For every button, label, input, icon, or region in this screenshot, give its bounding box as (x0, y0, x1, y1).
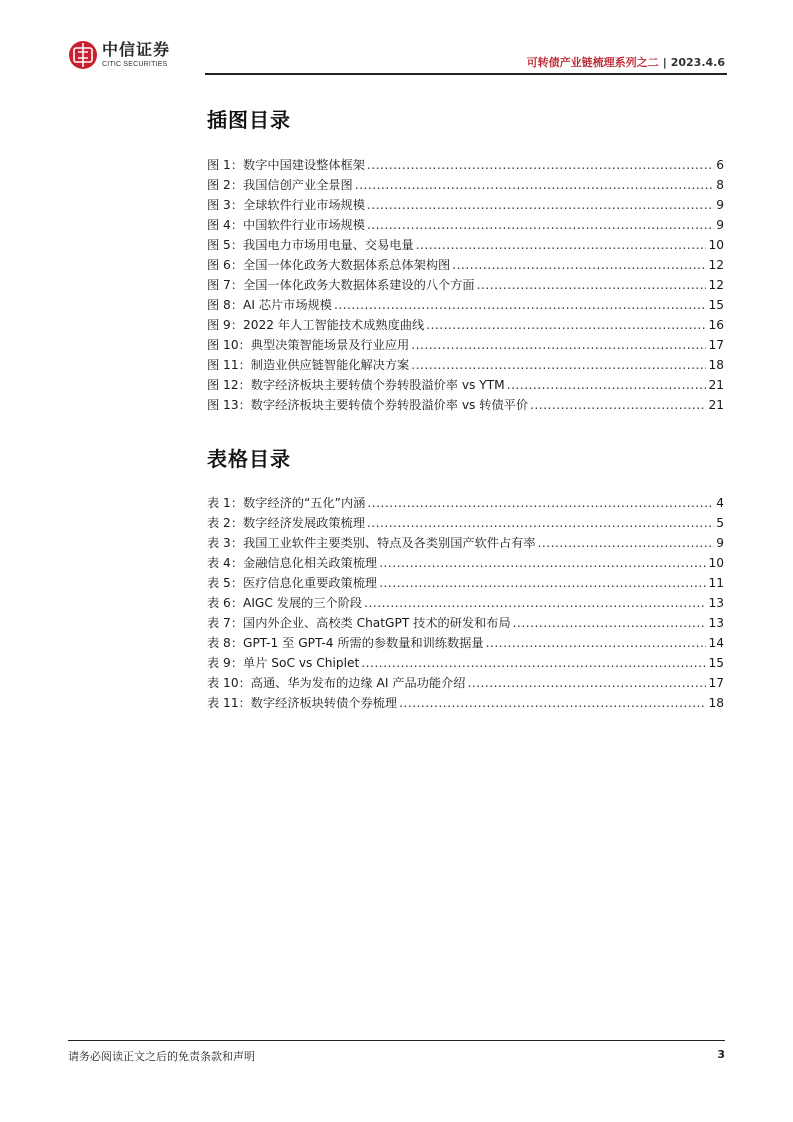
figure-toc-label[interactable]: 图 12：数字经济板块主要转债个券转股溢价率 vs YTM (207, 378, 505, 392)
figure-toc-page-number[interactable]: 21 (708, 378, 724, 392)
table-toc-label[interactable]: 表 10：高通、华为发布的边缘 AI 产品功能介绍 (207, 676, 466, 690)
figures-toc-title: 插图目录 (207, 108, 291, 132)
header-separator: | (662, 56, 667, 69)
figure-toc-entry[interactable] (207, 396, 724, 416)
figure-toc-label[interactable]: 图 13：数字经济板块主要转债个券转股溢价率 vs 转债平价 (207, 398, 529, 412)
toc-dot-leader (334, 298, 707, 312)
table-toc-entry[interactable] (207, 574, 724, 594)
table-toc-entry[interactable] (207, 494, 724, 514)
figure-toc-page-number[interactable]: 9 (716, 198, 724, 212)
table-toc-entry[interactable] (207, 594, 724, 614)
figure-toc-label[interactable]: 图 7：全国一体化政务大数据体系建设的八个方面 (207, 278, 475, 292)
figure-toc-entry[interactable] (207, 296, 724, 316)
figure-toc-page-number[interactable]: 9 (716, 218, 724, 232)
figure-toc-entry[interactable] (207, 336, 724, 356)
figure-toc-page-number[interactable]: 15 (708, 298, 724, 312)
toc-dot-leader (379, 556, 706, 570)
table-toc-page-number[interactable]: 13 (708, 596, 724, 610)
toc-dot-leader (399, 696, 706, 710)
table-toc-page-number[interactable]: 17 (708, 676, 724, 690)
table-toc-label[interactable]: 表 8：GPT-1 至 GPT-4 所需的参数量和训练数据量 (207, 636, 484, 650)
toc-dot-leader (416, 238, 707, 252)
figure-toc-label[interactable]: 图 4：中国软件行业市场规模 (207, 218, 365, 232)
toc-dot-leader (477, 278, 707, 292)
figure-toc-entry[interactable] (207, 256, 724, 276)
figure-toc-label[interactable]: 图 1：数字中国建设整体框架 (207, 158, 365, 172)
table-toc-entry[interactable] (207, 634, 724, 654)
toc-dot-leader (467, 676, 706, 690)
figure-toc-label[interactable]: 图 5：我国电力市场用电量、交易电量 (207, 238, 414, 252)
figures-toc (207, 156, 724, 416)
toc-dot-leader (367, 496, 714, 510)
toc-dot-leader (452, 258, 706, 272)
toc-dot-leader (361, 656, 706, 670)
table-toc-entry[interactable] (207, 654, 724, 674)
footer-disclaimer[interactable]: 请务必阅读正文之后的免责条款和声明 (68, 1050, 255, 1063)
figure-toc-label[interactable]: 图 8：AI 芯片市场规模 (207, 298, 332, 312)
toc-dot-leader (411, 358, 706, 372)
figure-toc-entry[interactable] (207, 236, 724, 256)
toc-dot-leader (507, 378, 707, 392)
figure-toc-entry[interactable] (207, 356, 724, 376)
toc-dot-leader (486, 636, 707, 650)
figure-toc-entry[interactable] (207, 316, 724, 336)
figure-toc-label[interactable]: 图 2：我国信创产业全景图 (207, 178, 353, 192)
figure-toc-entry[interactable] (207, 176, 724, 196)
table-toc-entry[interactable] (207, 534, 724, 554)
table-toc-page-number[interactable]: 10 (708, 556, 724, 570)
figure-toc-page-number[interactable]: 6 (716, 158, 724, 172)
toc-dot-leader (538, 536, 715, 550)
table-toc-label[interactable]: 表 11：数字经济板块转债个券梳理 (207, 696, 398, 710)
tables-toc-title: 表格目录 (207, 447, 291, 471)
report-date: 2023.4.6 (670, 56, 725, 69)
figure-toc-label[interactable]: 图 6：全国一体化政务大数据体系总体架构图 (207, 258, 451, 272)
figure-toc-page-number[interactable]: 16 (708, 318, 724, 332)
figure-toc-page-number[interactable]: 12 (708, 258, 724, 272)
table-toc-page-number[interactable]: 13 (708, 616, 724, 630)
figure-toc-entry[interactable] (207, 156, 724, 176)
figure-toc-label[interactable]: 图 9：2022 年人工智能技术成熟度曲线 (207, 318, 425, 332)
table-toc-entry[interactable] (207, 514, 724, 534)
table-toc-label[interactable]: 表 5：医疗信息化重要政策梳理 (207, 576, 378, 590)
table-toc-label[interactable]: 表 2：数字经济发展政策梳理 (207, 516, 365, 530)
figure-toc-entry[interactable] (207, 196, 724, 216)
figure-toc-entry[interactable] (207, 376, 724, 396)
table-toc-label[interactable]: 表 7：国内外企业、高校类 ChatGPT 技术的研发和布局 (207, 616, 511, 630)
tables-toc (207, 494, 724, 714)
figure-toc-page-number[interactable]: 10 (708, 238, 724, 252)
header-divider (205, 73, 727, 75)
table-toc-page-number[interactable]: 9 (716, 536, 724, 550)
figure-toc-page-number[interactable]: 21 (708, 398, 724, 412)
footer-divider (68, 1040, 725, 1041)
figure-toc-page-number[interactable]: 18 (708, 358, 724, 372)
table-toc-label[interactable]: 表 3：我国工业软件主要类别、特点及各类别国产软件占有率 (207, 536, 536, 550)
figure-toc-label[interactable]: 图 11：制造业供应链智能化解决方案 (207, 358, 410, 372)
table-toc-entry[interactable] (207, 554, 724, 574)
table-toc-label[interactable]: 表 4：金融信息化相关政策梳理 (207, 556, 378, 570)
table-toc-page-number[interactable]: 11 (708, 576, 724, 590)
logo-english-name: CITIC SECURITIES (102, 61, 168, 68)
toc-dot-leader (367, 198, 714, 212)
table-toc-label[interactable]: 表 6：AIGC 发展的三个阶段 (207, 596, 363, 610)
page-number: 3 (717, 1048, 725, 1061)
toc-dot-leader (355, 178, 715, 192)
table-toc-page-number[interactable]: 15 (708, 656, 724, 670)
table-toc-page-number[interactable]: 5 (716, 516, 724, 530)
figure-toc-entry[interactable] (207, 216, 724, 236)
toc-dot-leader (367, 218, 714, 232)
table-toc-entry[interactable] (207, 694, 724, 714)
toc-dot-leader (530, 398, 706, 412)
report-header (527, 54, 725, 70)
toc-dot-leader (379, 576, 706, 590)
table-toc-entry[interactable] (207, 674, 724, 694)
table-toc-label[interactable]: 表 1：数字经济的“五化”内涵 (207, 496, 366, 510)
citic-logo-icon (68, 40, 98, 70)
figure-toc-page-number[interactable]: 8 (716, 178, 724, 192)
table-toc-entry[interactable] (207, 614, 724, 634)
figure-toc-label[interactable]: 图 3：全球软件行业市场规模 (207, 198, 365, 212)
table-toc-page-number[interactable]: 18 (708, 696, 724, 710)
toc-dot-leader (411, 338, 706, 352)
figure-toc-page-number[interactable]: 17 (708, 338, 724, 352)
report-series: 可转债产业链梳理系列之二 (526, 56, 659, 69)
logo-chinese-name: 中信证券 (102, 40, 171, 59)
toc-dot-leader (364, 596, 706, 610)
toc-dot-leader (513, 616, 707, 630)
toc-dot-leader (367, 516, 714, 530)
table-toc-label[interactable]: 表 9：单片 SoC vs Chiplet (207, 656, 360, 670)
toc-dot-leader (367, 158, 714, 172)
figure-toc-entry[interactable] (207, 276, 724, 296)
figure-toc-page-number[interactable]: 12 (708, 278, 724, 292)
table-toc-page-number[interactable]: 14 (708, 636, 724, 650)
table-toc-page-number[interactable]: 4 (716, 496, 724, 510)
company-logo (68, 40, 170, 70)
figure-toc-label[interactable]: 图 10：典型决策智能场景及行业应用 (207, 338, 410, 352)
toc-dot-leader (426, 318, 706, 332)
